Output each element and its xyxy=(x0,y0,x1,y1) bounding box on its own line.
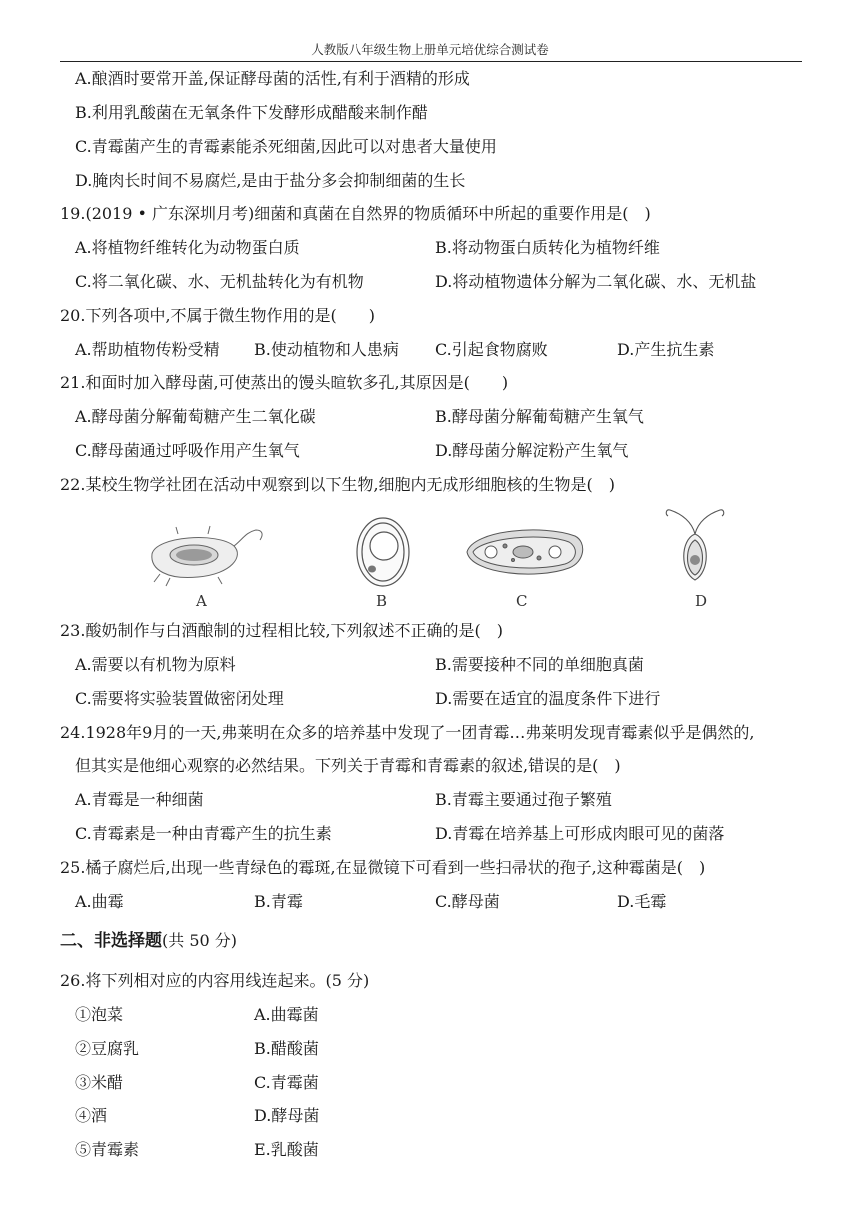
figure-label-a: A xyxy=(196,592,207,610)
section-score: (共 50 分) xyxy=(162,931,238,950)
q25-option-b: B.青霉 xyxy=(254,892,303,911)
q26-left-item: ⑤青霉素 xyxy=(75,1140,140,1159)
q23-stem: 23.酸奶制作与白酒酿制的过程相比较,下列叙述不正确的是( ) xyxy=(60,621,504,640)
section-title-text: 二、非选择题 xyxy=(60,931,162,951)
q26-right-item: C.青霉菌 xyxy=(254,1073,319,1092)
q25-option-a: A.曲霉 xyxy=(75,892,124,911)
q18-option-d: D.腌肉长时间不易腐烂,是由于盐分多会抑制细菌的生长 xyxy=(75,171,466,190)
q26-left-item: ③米醋 xyxy=(75,1073,124,1092)
q23-option-b: B.需要接种不同的单细胞真菌 xyxy=(435,655,644,674)
q19-option-b: B.将动物蛋白质转化为植物纤维 xyxy=(435,238,660,257)
q23-option-a: A.需要以有机物为原料 xyxy=(75,655,236,674)
q19-option-a: A.将植物纤维转化为动物蛋白质 xyxy=(75,238,300,257)
q26-left-item: ①泡菜 xyxy=(75,1005,124,1024)
q24-option-b: B.青霉主要通过孢子繁殖 xyxy=(435,790,612,809)
q26-stem: 26.将下列相对应的内容用线连起来。(5 分) xyxy=(60,971,370,990)
q24-stem-line2: 但其实是他细心观察的必然结果。下列关于青霉和青霉素的叙述,错误的是( ) xyxy=(75,756,621,775)
q26-right-item: A.曲霉菌 xyxy=(254,1005,319,1024)
q22-stem: 22.某校生物学社团在活动中观察到以下生物,细胞内无成形细胞核的生物是( ) xyxy=(60,475,616,494)
q18-option-a: A.酿酒时要常开盖,保证酵母菌的活性,有利于酒精的形成 xyxy=(75,69,470,88)
q24-option-d: D.青霉在培养基上可形成肉眼可见的菌落 xyxy=(435,824,725,843)
q20-option-a: A.帮助植物传粉受精 xyxy=(75,340,220,359)
q20-stem: 20.下列各项中,不属于微生物作用的是( ) xyxy=(60,306,376,325)
q19-option-d: D.将动植物遗体分解为二氧化碳、水、无机盐 xyxy=(435,272,757,291)
q26-right-item: E.乳酸菌 xyxy=(254,1140,319,1159)
q21-option-a: A.酵母菌分解葡萄糖产生二氧化碳 xyxy=(75,407,316,426)
page-header: 人教版八年级生物上册单元培优综合测试卷 xyxy=(311,42,549,57)
q18-option-c: C.青霉菌产生的青霉素能杀死细菌,因此可以对患者大量使用 xyxy=(75,137,497,156)
q21-option-c: C.酵母菌通过呼吸作用产生氧气 xyxy=(75,441,300,460)
q26-left-item: ②豆腐乳 xyxy=(75,1039,140,1058)
paramecium-illustration xyxy=(463,522,587,580)
q20-option-c: C.引起食物腐败 xyxy=(435,340,548,359)
q21-option-d: D.酵母菌分解淀粉产生氧气 xyxy=(435,441,629,460)
q25-stem: 25.橘子腐烂后,出现一些青绿色的霉斑,在显微镜下可看到一些扫帚状的孢子,这种霉菌是( ) xyxy=(60,858,706,877)
q26-right-item: B.醋酸菌 xyxy=(254,1039,319,1058)
q25-option-c: C.酵母菌 xyxy=(435,892,500,911)
q23-option-c: C.需要将实验装置做密闭处理 xyxy=(75,689,284,708)
q25-option-d: D.毛霉 xyxy=(617,892,667,911)
bacterium-illustration xyxy=(148,522,266,588)
chlamydomonas-illustration xyxy=(662,500,728,592)
header-rule xyxy=(60,61,802,62)
q19-stem: 19.(2019 • 广东深圳月考)细菌和真菌在自然界的物质循环中所起的重要作用是( ) xyxy=(60,204,651,223)
q19-option-c: C.将二氧化碳、水、无机盐转化为有机物 xyxy=(75,272,364,291)
q20-option-d: D.产生抗生素 xyxy=(617,340,715,359)
figure-label-d: D xyxy=(695,592,708,610)
q24-option-a: A.青霉是一种细菌 xyxy=(75,790,204,809)
figure-label-b: B xyxy=(376,592,388,610)
q26-left-item: ④酒 xyxy=(75,1106,108,1125)
q21-stem: 21.和面时加入酵母菌,可使蒸出的馒头暄软多孔,其原因是( ) xyxy=(60,373,509,392)
q20-option-b: B.使动植物和人患病 xyxy=(254,340,399,359)
figure-label-c: C xyxy=(516,592,528,610)
section-title xyxy=(60,931,237,951)
q26-right-item: D.酵母菌 xyxy=(254,1106,320,1125)
q24-stem-line1: 24.1928年9月的一天,弗莱明在众多的培养基中发现了一团青霉…弗莱明发现青霉素似乎是偶然的, xyxy=(60,723,755,742)
q23-option-d: D.需要在适宜的温度条件下进行 xyxy=(435,689,661,708)
q18-option-b: B.利用乳酸菌在无氧条件下发酵形成醋酸来制作醋 xyxy=(75,103,428,122)
q24-option-c: C.青霉素是一种由青霉产生的抗生素 xyxy=(75,824,332,843)
q21-option-b: B.酵母菌分解葡萄糖产生氧气 xyxy=(435,407,644,426)
yeast-cell-illustration xyxy=(353,514,413,590)
